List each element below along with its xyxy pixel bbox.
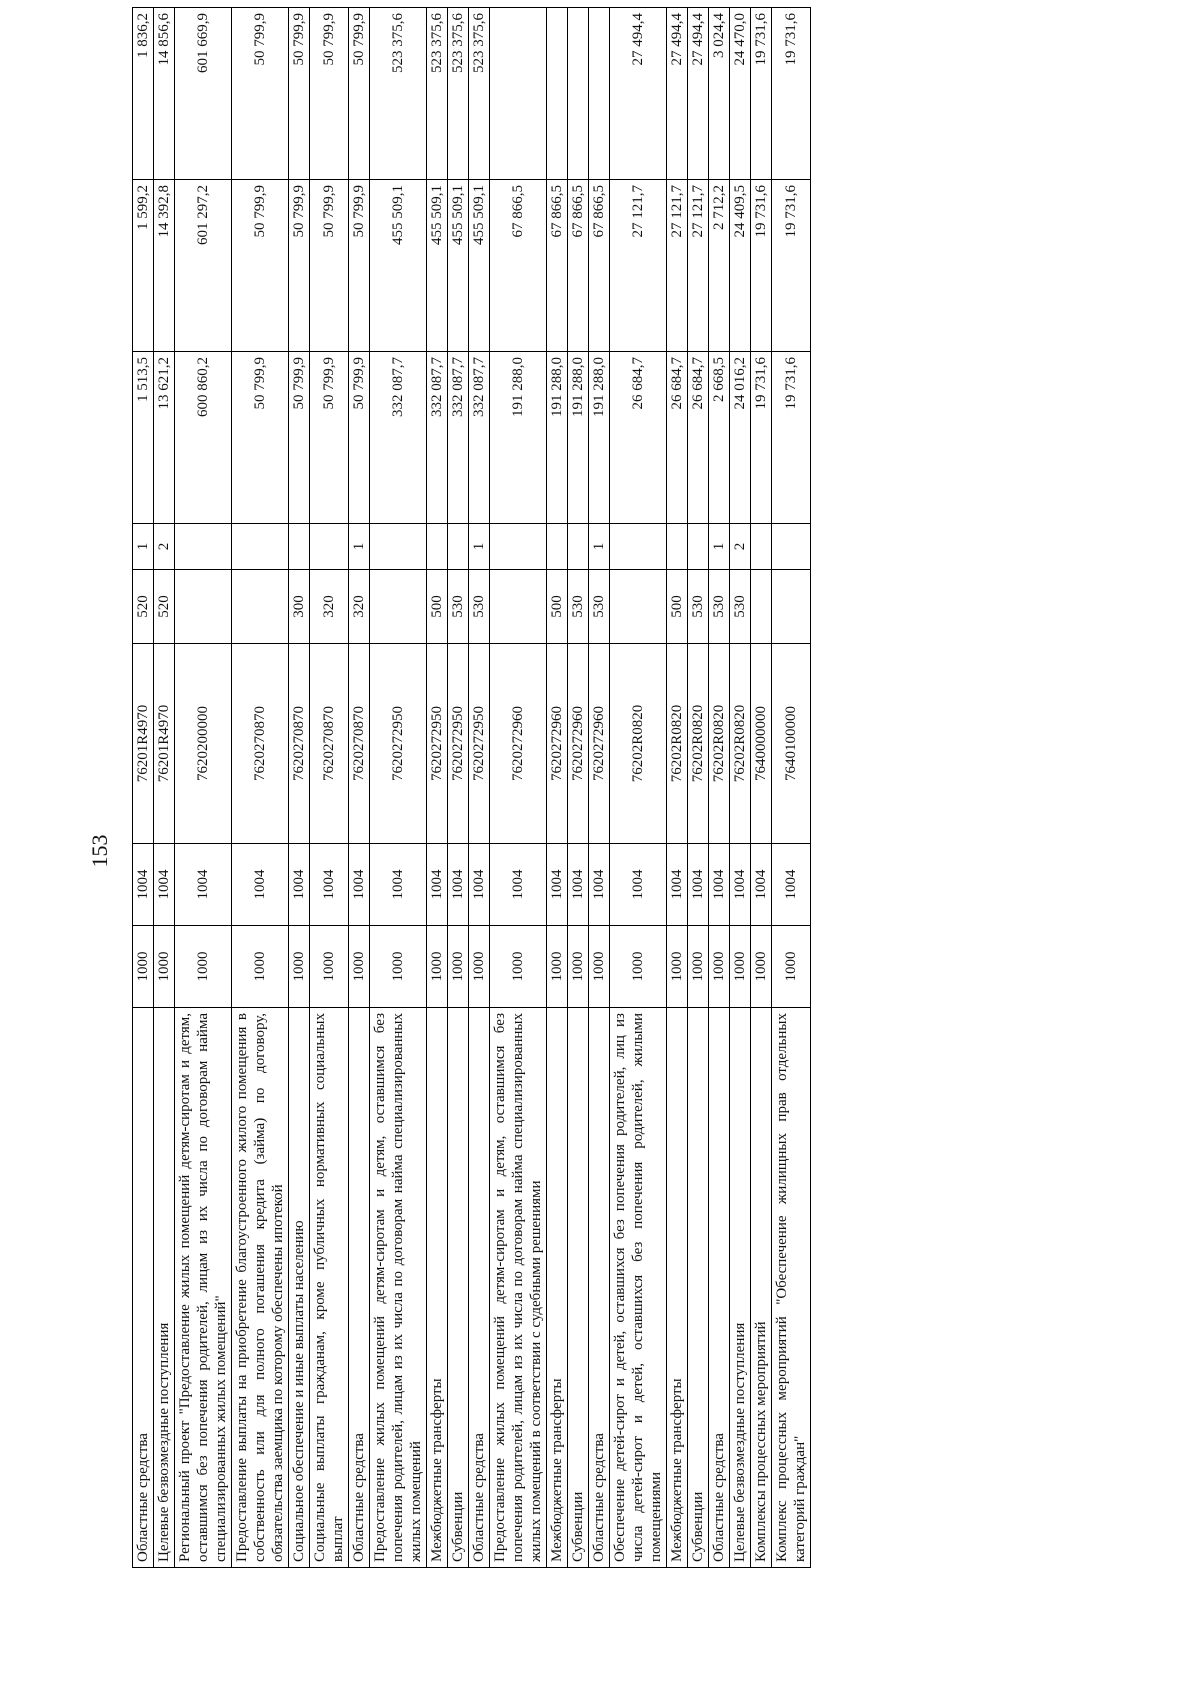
row-expense-type: 530 xyxy=(448,570,469,644)
row-amount-year2: 2 712,2 xyxy=(709,180,730,352)
row-amount-year3 xyxy=(589,8,610,180)
row-amount-year1: 332 087,7 xyxy=(448,352,469,524)
row-target-article: 7620272960 xyxy=(490,644,547,844)
row-razdel: 1000 xyxy=(709,926,730,1008)
row-podrazdel: 1004 xyxy=(154,844,175,926)
row-amount-year3: 14 856,6 xyxy=(154,8,175,180)
row-expense-type: 500 xyxy=(427,570,448,644)
row-expense-type xyxy=(610,570,667,644)
row-name: Целевые безвозмездные поступления xyxy=(730,1008,751,1568)
row-amount-year3: 3 024,4 xyxy=(709,8,730,180)
row-funding-source: 2 xyxy=(730,524,751,570)
row-target-article: 7620272950 xyxy=(427,644,448,844)
row-name: Межбюджетные трансферты xyxy=(427,1008,448,1568)
row-funding-source xyxy=(688,524,709,570)
table-row xyxy=(232,8,289,1568)
row-target-article: 76202R0820 xyxy=(709,644,730,844)
table-row xyxy=(133,8,154,1568)
row-amount-year2: 50 799,9 xyxy=(289,180,310,352)
row-name: Предоставление жилых помещений детям-сиротам и детям, оставшимся без попечения родителей, лицам из их числа по договорам найма специализированных жилых помещений xyxy=(370,1008,427,1568)
row-target-article: 7620272960 xyxy=(547,644,568,844)
row-funding-source xyxy=(370,524,427,570)
row-expense-type xyxy=(370,570,427,644)
row-podrazdel: 1004 xyxy=(232,844,289,926)
table-row xyxy=(349,8,370,1568)
row-amount-year1: 191 288,0 xyxy=(547,352,568,524)
table-row xyxy=(310,8,349,1568)
row-funding-source xyxy=(667,524,688,570)
row-razdel: 1000 xyxy=(772,926,811,1008)
row-funding-source xyxy=(547,524,568,570)
row-name: Комплексы процессных мероприятий xyxy=(751,1008,772,1568)
row-amount-year1: 191 288,0 xyxy=(589,352,610,524)
row-name: Межбюджетные трансферты xyxy=(667,1008,688,1568)
row-expense-type: 520 xyxy=(133,570,154,644)
row-name: Субвенции xyxy=(568,1008,589,1568)
row-amount-year1: 26 684,7 xyxy=(688,352,709,524)
row-target-article: 76202R0820 xyxy=(610,644,667,844)
table-row xyxy=(175,8,232,1568)
table-row xyxy=(490,8,547,1568)
row-razdel: 1000 xyxy=(688,926,709,1008)
row-target-article: 7620272950 xyxy=(370,644,427,844)
row-name: Комплекс процессных мероприятий "Обеспечение жилищных прав отдельных категорий граждан" xyxy=(772,1008,811,1568)
row-amount-year3: 523 375,6 xyxy=(370,8,427,180)
row-amount-year3: 19 731,6 xyxy=(772,8,811,180)
row-expense-type: 320 xyxy=(310,570,349,644)
table-body xyxy=(133,8,811,1568)
row-podrazdel: 1004 xyxy=(610,844,667,926)
row-amount-year1: 191 288,0 xyxy=(490,352,547,524)
row-podrazdel: 1004 xyxy=(688,844,709,926)
row-expense-type: 530 xyxy=(469,570,490,644)
row-amount-year1: 19 731,6 xyxy=(751,352,772,524)
row-expense-type xyxy=(751,570,772,644)
row-funding-source xyxy=(310,524,349,570)
row-target-article: 7640000000 xyxy=(751,644,772,844)
row-razdel: 1000 xyxy=(448,926,469,1008)
row-podrazdel: 1004 xyxy=(568,844,589,926)
row-expense-type xyxy=(490,570,547,644)
row-funding-source xyxy=(232,524,289,570)
row-razdel: 1000 xyxy=(667,926,688,1008)
row-name: Областные средства xyxy=(349,1008,370,1568)
row-target-article: 76201R4970 xyxy=(133,644,154,844)
table-row xyxy=(427,8,448,1568)
row-amount-year1: 332 087,7 xyxy=(427,352,448,524)
row-target-article: 76202R0820 xyxy=(667,644,688,844)
row-podrazdel: 1004 xyxy=(289,844,310,926)
row-amount-year3 xyxy=(490,8,547,180)
row-amount-year1: 191 288,0 xyxy=(568,352,589,524)
row-amount-year1: 13 621,2 xyxy=(154,352,175,524)
row-amount-year3: 50 799,9 xyxy=(232,8,289,180)
row-target-article: 7620200000 xyxy=(175,644,232,844)
row-razdel: 1000 xyxy=(175,926,232,1008)
row-amount-year2: 27 121,7 xyxy=(610,180,667,352)
row-name: Обеспечение детей-сирот и детей, оставшихся без попечения родителей, лиц из числа детей-сирот и детей, оставшихся без попечения родителей, жилыми помещениями xyxy=(610,1008,667,1568)
row-amount-year3: 50 799,9 xyxy=(310,8,349,180)
row-podrazdel: 1004 xyxy=(772,844,811,926)
row-expense-type: 320 xyxy=(349,570,370,644)
row-amount-year3: 27 494,4 xyxy=(688,8,709,180)
row-amount-year3: 27 494,4 xyxy=(610,8,667,180)
page-number: 153 xyxy=(87,834,112,868)
row-name: Предоставление выплаты на приобретение благоустроенного жилого помещения в собственность или для полного погашения кредита (займа) по договору, обязательства заемщика по которому обеспечены ипотекой xyxy=(232,1008,289,1568)
row-amount-year1: 332 087,7 xyxy=(370,352,427,524)
row-podrazdel: 1004 xyxy=(751,844,772,926)
row-funding-source xyxy=(427,524,448,570)
row-name: Субвенции xyxy=(688,1008,709,1568)
row-razdel: 1000 xyxy=(232,926,289,1008)
row-amount-year2: 67 866,5 xyxy=(490,180,547,352)
row-amount-year2: 455 509,1 xyxy=(448,180,469,352)
row-amount-year2: 27 121,7 xyxy=(667,180,688,352)
row-razdel: 1000 xyxy=(289,926,310,1008)
row-amount-year2: 19 731,6 xyxy=(751,180,772,352)
row-name: Социальное обеспечение и иные выплаты населению xyxy=(289,1008,310,1568)
row-amount-year1: 24 016,2 xyxy=(730,352,751,524)
row-funding-source xyxy=(772,524,811,570)
row-razdel: 1000 xyxy=(133,926,154,1008)
row-expense-type: 530 xyxy=(568,570,589,644)
row-amount-year1: 1 513,5 xyxy=(133,352,154,524)
table-row xyxy=(448,8,469,1568)
row-amount-year3: 27 494,4 xyxy=(667,8,688,180)
row-amount-year2: 67 866,5 xyxy=(589,180,610,352)
row-target-article: 76202R0820 xyxy=(688,644,709,844)
row-amount-year3: 19 731,6 xyxy=(751,8,772,180)
table-row xyxy=(688,8,709,1568)
table-row xyxy=(469,8,490,1568)
row-razdel: 1000 xyxy=(568,926,589,1008)
row-funding-source: 1 xyxy=(133,524,154,570)
row-name: Областные средства xyxy=(709,1008,730,1568)
row-funding-source xyxy=(490,524,547,570)
row-amount-year1: 332 087,7 xyxy=(469,352,490,524)
row-amount-year1: 50 799,9 xyxy=(349,352,370,524)
row-podrazdel: 1004 xyxy=(667,844,688,926)
row-amount-year1: 26 684,7 xyxy=(610,352,667,524)
row-amount-year1: 26 684,7 xyxy=(667,352,688,524)
row-amount-year2: 19 731,6 xyxy=(772,180,811,352)
row-name: Областные средства xyxy=(469,1008,490,1568)
row-funding-source: 1 xyxy=(349,524,370,570)
row-amount-year3: 50 799,9 xyxy=(349,8,370,180)
row-amount-year2: 601 297,2 xyxy=(175,180,232,352)
row-expense-type xyxy=(772,570,811,644)
row-amount-year3: 523 375,6 xyxy=(448,8,469,180)
row-expense-type: 530 xyxy=(709,570,730,644)
row-podrazdel: 1004 xyxy=(370,844,427,926)
row-podrazdel: 1004 xyxy=(490,844,547,926)
row-podrazdel: 1004 xyxy=(310,844,349,926)
row-podrazdel: 1004 xyxy=(175,844,232,926)
row-expense-type: 530 xyxy=(730,570,751,644)
table-row xyxy=(370,8,427,1568)
row-expense-type: 300 xyxy=(289,570,310,644)
row-expense-type xyxy=(175,570,232,644)
row-amount-year3: 50 799,9 xyxy=(289,8,310,180)
row-amount-year2: 455 509,1 xyxy=(370,180,427,352)
row-podrazdel: 1004 xyxy=(427,844,448,926)
row-amount-year2: 50 799,9 xyxy=(232,180,289,352)
row-amount-year2: 50 799,9 xyxy=(349,180,370,352)
row-podrazdel: 1004 xyxy=(133,844,154,926)
row-target-article: 7620272960 xyxy=(589,644,610,844)
row-name: Предоставление жилых помещений детям-сиротам и детям, оставшимся без попечения родителей, лицам из их числа по договорам найма специализированных жилых помещений в соответствии с судебными решениями xyxy=(490,1008,547,1568)
row-razdel: 1000 xyxy=(154,926,175,1008)
row-razdel: 1000 xyxy=(730,926,751,1008)
row-target-article: 7620272950 xyxy=(469,644,490,844)
row-target-article: 7620272960 xyxy=(568,644,589,844)
row-funding-source xyxy=(751,524,772,570)
table-row xyxy=(751,8,772,1568)
row-name: Межбюджетные трансферты xyxy=(547,1008,568,1568)
table-row xyxy=(154,8,175,1568)
row-name: Областные средства xyxy=(589,1008,610,1568)
row-funding-source xyxy=(448,524,469,570)
row-expense-type: 520 xyxy=(154,570,175,644)
row-amount-year3: 1 836,2 xyxy=(133,8,154,180)
row-amount-year1: 50 799,9 xyxy=(289,352,310,524)
row-target-article: 7640100000 xyxy=(772,644,811,844)
row-expense-type: 500 xyxy=(667,570,688,644)
row-amount-year1: 50 799,9 xyxy=(310,352,349,524)
row-amount-year2: 455 509,1 xyxy=(469,180,490,352)
row-amount-year2: 24 409,5 xyxy=(730,180,751,352)
row-name: Региональный проект "Предоставление жилых помещений детям-сиротам и детям, оставшимся без попечения родителей, лицам из их числа по договорам найма специализированных жилых помещений" xyxy=(175,1008,232,1568)
row-podrazdel: 1004 xyxy=(349,844,370,926)
row-amount-year3: 523 375,6 xyxy=(427,8,448,180)
row-funding-source xyxy=(610,524,667,570)
row-podrazdel: 1004 xyxy=(448,844,469,926)
row-razdel: 1000 xyxy=(751,926,772,1008)
row-podrazdel: 1004 xyxy=(730,844,751,926)
row-amount-year1: 19 731,6 xyxy=(772,352,811,524)
row-amount-year1: 50 799,9 xyxy=(232,352,289,524)
row-expense-type xyxy=(232,570,289,644)
row-amount-year2: 1 599,2 xyxy=(133,180,154,352)
row-funding-source: 1 xyxy=(709,524,730,570)
table-row xyxy=(730,8,751,1568)
row-target-article: 7620272950 xyxy=(448,644,469,844)
budget-table xyxy=(132,7,811,1568)
row-amount-year3: 523 375,6 xyxy=(469,8,490,180)
row-target-article: 7620270870 xyxy=(232,644,289,844)
table-row xyxy=(610,8,667,1568)
row-razdel: 1000 xyxy=(349,926,370,1008)
row-funding-source xyxy=(289,524,310,570)
row-funding-source: 1 xyxy=(469,524,490,570)
row-amount-year2: 67 866,5 xyxy=(568,180,589,352)
row-amount-year3 xyxy=(568,8,589,180)
row-funding-source: 1 xyxy=(589,524,610,570)
row-podrazdel: 1004 xyxy=(709,844,730,926)
row-target-article: 7620270870 xyxy=(310,644,349,844)
row-target-article: 7620270870 xyxy=(289,644,310,844)
table-row xyxy=(667,8,688,1568)
row-razdel: 1000 xyxy=(310,926,349,1008)
row-amount-year2: 67 866,5 xyxy=(547,180,568,352)
row-razdel: 1000 xyxy=(547,926,568,1008)
row-razdel: 1000 xyxy=(490,926,547,1008)
row-name: Областные средства xyxy=(133,1008,154,1568)
row-amount-year1: 600 860,2 xyxy=(175,352,232,524)
row-razdel: 1000 xyxy=(469,926,490,1008)
table-row xyxy=(568,8,589,1568)
row-amount-year1: 2 668,5 xyxy=(709,352,730,524)
row-expense-type: 530 xyxy=(589,570,610,644)
row-amount-year2: 50 799,9 xyxy=(310,180,349,352)
table-row xyxy=(709,8,730,1568)
row-amount-year2: 14 392,8 xyxy=(154,180,175,352)
table-row xyxy=(589,8,610,1568)
row-podrazdel: 1004 xyxy=(589,844,610,926)
row-funding-source xyxy=(568,524,589,570)
row-target-article: 76201R4970 xyxy=(154,644,175,844)
row-expense-type: 530 xyxy=(688,570,709,644)
row-name: Социальные выплаты гражданам, кроме публичных нормативных социальных выплат xyxy=(310,1008,349,1568)
row-podrazdel: 1004 xyxy=(469,844,490,926)
row-razdel: 1000 xyxy=(427,926,448,1008)
row-amount-year2: 27 121,7 xyxy=(688,180,709,352)
row-razdel: 1000 xyxy=(589,926,610,1008)
table-row xyxy=(772,8,811,1568)
row-target-article: 7620270870 xyxy=(349,644,370,844)
row-funding-source: 2 xyxy=(154,524,175,570)
row-razdel: 1000 xyxy=(370,926,427,1008)
row-name: Субвенции xyxy=(448,1008,469,1568)
row-podrazdel: 1004 xyxy=(547,844,568,926)
table-row xyxy=(289,8,310,1568)
row-funding-source xyxy=(175,524,232,570)
row-amount-year3: 601 669,9 xyxy=(175,8,232,180)
row-target-article: 76202R0820 xyxy=(730,644,751,844)
row-expense-type: 500 xyxy=(547,570,568,644)
row-amount-year3: 24 470,0 xyxy=(730,8,751,180)
row-name: Целевые безвозмездные поступления xyxy=(154,1008,175,1568)
table-row xyxy=(547,8,568,1568)
row-amount-year3 xyxy=(547,8,568,180)
row-amount-year2: 455 509,1 xyxy=(427,180,448,352)
rotated-table-wrapper xyxy=(132,8,1200,1568)
row-razdel: 1000 xyxy=(610,926,667,1008)
